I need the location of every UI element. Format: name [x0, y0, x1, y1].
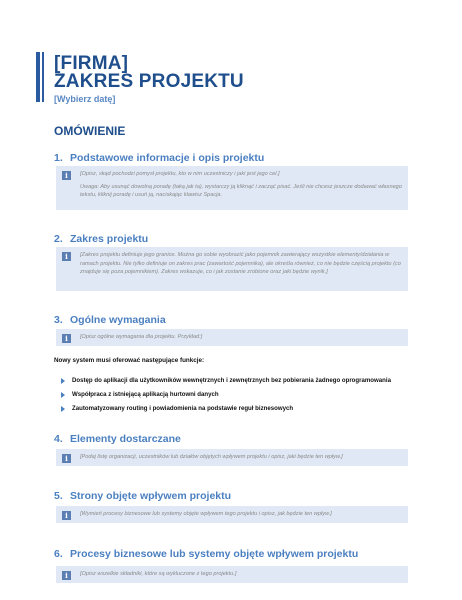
section-number: 2.	[54, 233, 63, 245]
tip-text: [Wymień procesy biznesowe lub systemy objęte wpływem tego projektu i opisz, jak będzie ten wpływ.]	[80, 511, 332, 517]
tip-text: [Opisz wszelkie składniki, które są wykluczone z tego projektu.]	[80, 571, 237, 577]
section-heading-3	[54, 314, 166, 326]
tip-text: Uwaga: Aby usunąć dowolną poradę (taką jak ta), wystarczy ją kliknąć i zacząć pisać. Jeśli nie chcesz jeszcze dodawać własnego tekstu, kliknij poradę i usuń ją, naciskając klawisz Spacja.	[80, 183, 402, 199]
section-heading-4	[54, 433, 181, 445]
list-item: Dostęp do aplikacji dla użytkowników wewnętrznych i zewnętrznych bez pobierania żadnego oprogramowania	[60, 376, 400, 386]
document-title[interactable]: ZAKRES PROJEKTU	[54, 71, 244, 92]
requirements-intro: Nowy system musi oferować następujące funkcje:	[54, 357, 205, 364]
tip-box-2[interactable]	[56, 247, 408, 291]
tip-box-4[interactable]	[56, 449, 408, 466]
section-title: Podstawowe informacje i opis projektu	[70, 152, 265, 164]
tip-box-6[interactable]	[56, 566, 408, 583]
tip-box-1[interactable]	[56, 166, 408, 210]
title-accent-bar	[36, 52, 40, 102]
company-name[interactable]: [FIRMA]	[54, 53, 129, 74]
tip-text: [Opisz, skąd pochodzi pomysł projektu, kto w nim uczestniczy i jaki jest jego cel.]	[80, 171, 280, 177]
info-icon: i	[62, 454, 71, 463]
section-number: 6.	[54, 548, 63, 560]
overview-heading: OMÓWIENIE	[54, 124, 126, 138]
section-heading-5	[54, 490, 231, 502]
info-icon: i	[62, 171, 71, 180]
section-number: 5.	[54, 490, 63, 502]
title-accent-bar-thin	[42, 52, 44, 102]
section-title: Strony objęte wpływem projektu	[70, 490, 232, 502]
tip-text: [Opisz ogólne wymagania dla projektu. Przykład:]	[80, 334, 203, 340]
list-item: Współpraca z istniejącą aplikacją hurtowni danych	[60, 390, 400, 400]
tip-text: [Podaj listę organizacji, uczestników lub działów objętych wpływem projektu i opisz, jaki będzie ten wpływ.]	[80, 454, 343, 460]
info-icon: i	[62, 571, 71, 580]
section-heading-1	[54, 152, 264, 164]
section-number: 1.	[54, 152, 63, 164]
date-picker-field[interactable]: [Wybierz datę]	[54, 94, 116, 104]
section-heading-2	[54, 233, 148, 245]
section-heading-6	[54, 548, 358, 560]
section-title: Elementy dostarczane	[70, 433, 181, 445]
info-icon: i	[62, 252, 71, 261]
list-item: Zautomatyzowany routing i powiadomienia na podstawie reguł biznesowych	[60, 404, 400, 414]
section-number: 4.	[54, 433, 63, 445]
info-icon: i	[62, 511, 71, 520]
tip-box-5[interactable]	[56, 506, 408, 523]
section-title: Procesy biznesowe lub systemy objęte wpływem projektu	[70, 548, 359, 560]
section-title: Zakres projektu	[70, 233, 149, 245]
tip-box-3[interactable]	[56, 329, 408, 346]
tip-text: [Zakres projektu definiuje jego granice. Można go sobie wyobrazić jako pojemnik zawierający wszystkie elementy/działania w ramach projektu. Nie tylko definiuje on zakres prac (zawartość pojemnika), ale określa również, co nie będzie częścią projektu (co znajduje się poza pojemnikiem). Zakres wskazuje, co i jak zostanie zrobione oraz jaki będzie wynik.]	[80, 252, 401, 276]
requirements-list	[60, 376, 400, 418]
section-title: Ogólne wymagania	[70, 314, 166, 326]
section-number: 3.	[54, 314, 63, 326]
info-icon: i	[62, 334, 71, 343]
